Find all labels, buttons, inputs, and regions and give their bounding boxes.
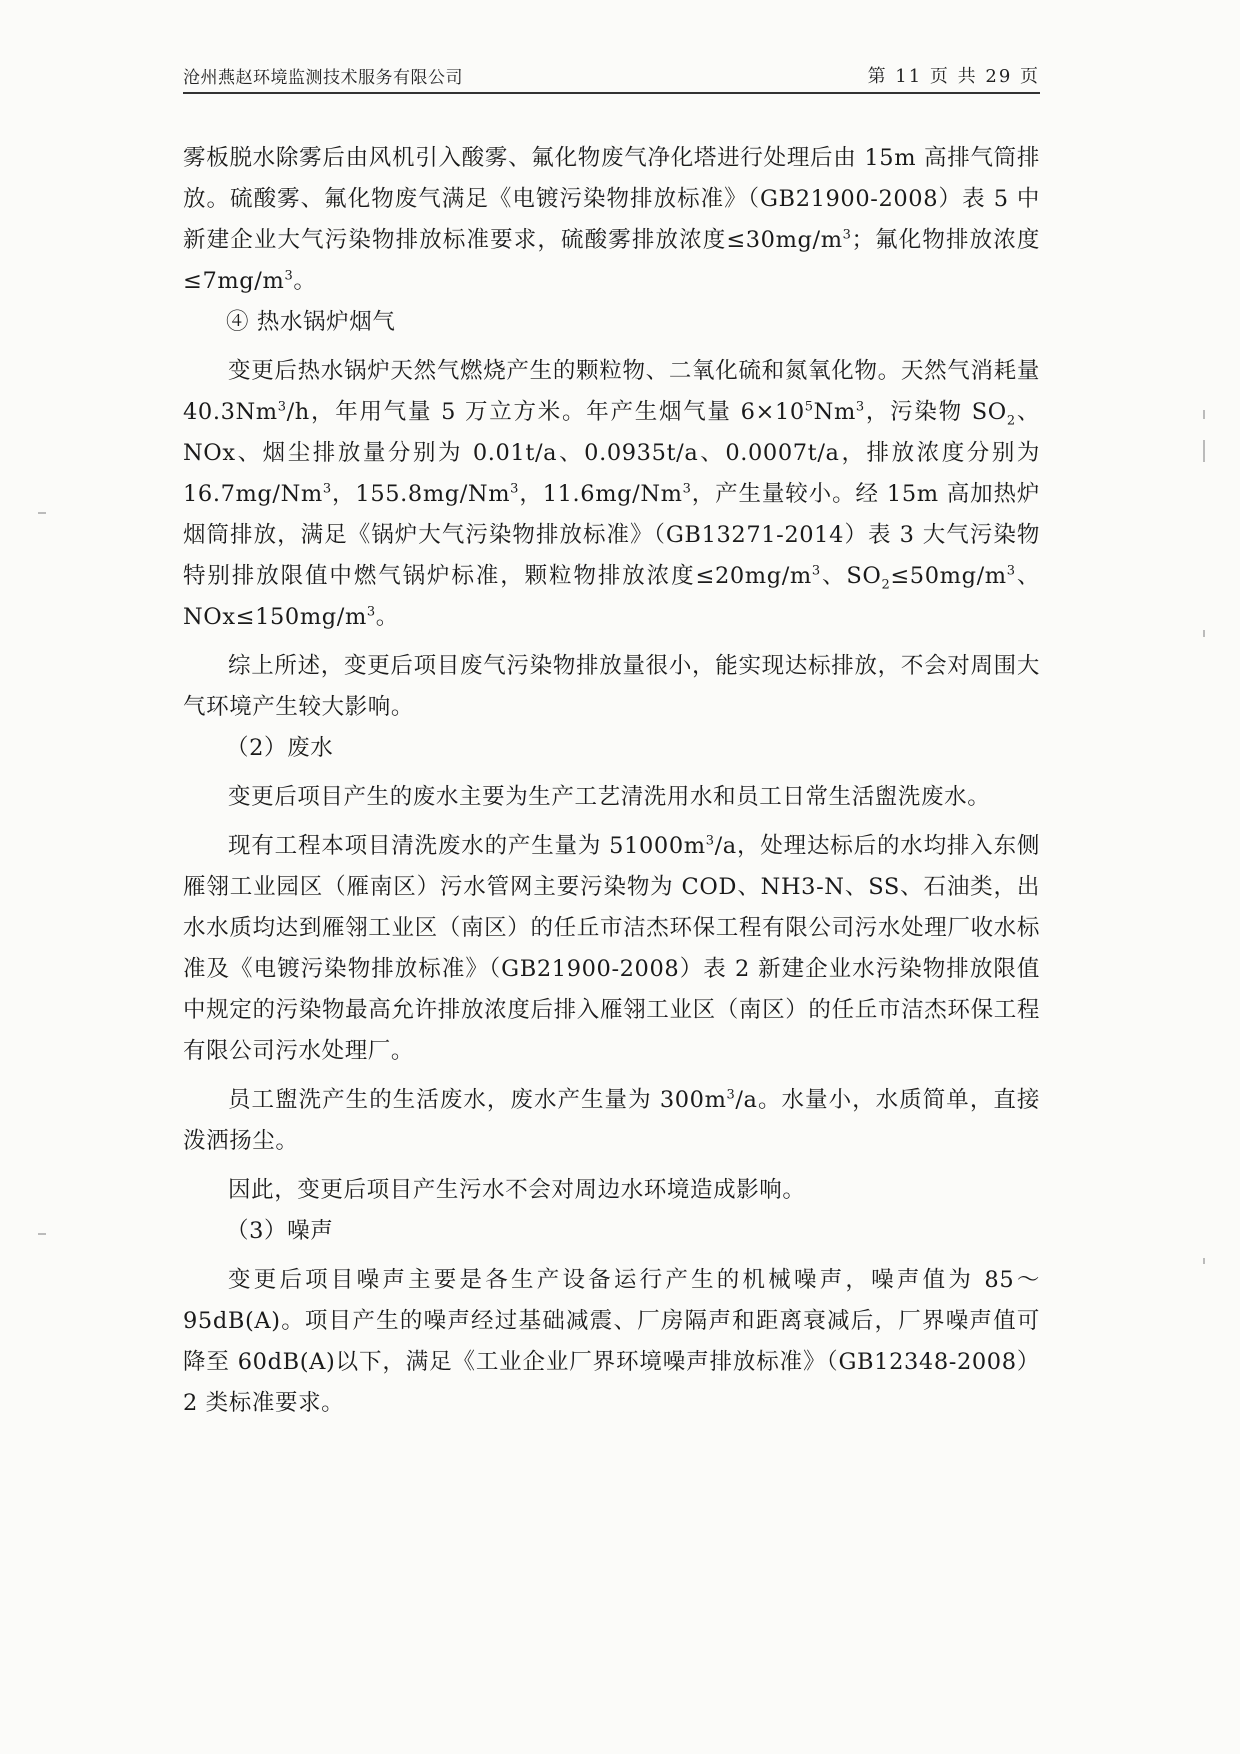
scan-mark [1203, 440, 1205, 462]
section-heading-boiler: ④ 热水锅炉烟气 [226, 309, 396, 335]
section-heading-wastewater: （2）废水 [226, 735, 334, 761]
page-number: 第 11 页 共 29 页 [867, 66, 1040, 87]
page-header [183, 58, 1040, 94]
paragraph-water-summary: 因此，变更后项目产生污水不会对周边水环境造成影响。 [228, 1177, 806, 1203]
header-divider [183, 92, 1040, 94]
scan-mark [1203, 410, 1205, 419]
document-body [183, 138, 1040, 1424]
company-name: 沧州燕赵环境监测技术服务有限公司 [183, 68, 463, 88]
scan-mark [1203, 1258, 1205, 1264]
paragraph-cleaning-wastewater: 现有工程本项目清洗废水的产生量为 $51000m^3/a$，处理达标后的水均排入东侧雁翎工业园区（雁南区）污水管网主要污染物为 COD、NH3-N、SS、石油类，出水水质均达到雁翎工业区（南区）的任丘市洁杰环保工程有限公司污水处理厂收水标准及《电镀污染物排放标准》（GB21900-2008）表 2 新建企业水污染物排放限值中规定的污染物最高允许排放浓度后排入雁翎工业区（南区）的任丘市洁杰环保工程有限公司污水处理厂。 [183, 833, 1040, 1064]
paragraph-air-summary: 综上所述，变更后项目废气污染物排放量很小，能实现达标排放，不会对周围大气环境产生较大影响。 [183, 653, 1040, 720]
paragraph-acid-mist: 雾板脱水除雾后由风机引入酸雾、氟化物废气净化塔进行处理后由 15m 高排气筒排放。硫酸雾、氟化物废气满足《电镀污染物排放标准》（GB21900-2008）表 5 中新建企业大气污染物排放标准要求，硫酸雾排放浓度$\le 30mg/m^3$；氟化物排放浓度$\le 7mg/m^3$。 [183, 145, 1040, 294]
paragraph-wastewater-intro: 变更后项目产生的废水主要为生产工艺清洗用水和员工日常生活盥洗废水。 [228, 784, 991, 810]
scan-mark [38, 1233, 46, 1235]
scan-mark [1203, 630, 1205, 637]
paragraph-boiler-emissions: 变更后热水锅炉天然气燃烧产生的颗粒物、二氧化硫和氮氧化物。天然气消耗量 40.3Nm$^3$/h，年用气量 5 万立方米。年产生烟气量 $6\times 10^5Nm^3$，污染物 $SO_2$、NOx、烟尘排放量分别为 0.01t/a、0.0935t/a、0.0007t/a，排放浓度分别为 16.7mg/Nm$^3$，155.8mg/Nm$^3$，11.6mg/Nm$^3$，产生量较小。经 15m 高加热炉烟筒排放，满足《锅炉大气污染物排放标准》（GB13271-2014）表 3 大气污染物特别排放限值中燃气锅炉标准，颗粒物排放浓度$\le 20mg/m^3$、$SO_2\le 50mg/m^3$、$NOx\le 150mg/m^3$。 [183, 358, 1040, 630]
paragraph-noise: 变更后项目噪声主要是各生产设备运行产生的机械噪声，噪声值为 85～95dB(A)。项目产生的噪声经过基础减震、厂房隔声和距离衰减后，厂界噪声值可降至 60dB(A)以下，满足《工业企业厂界环境噪声排放标准》（GB12348-2008）2 类标准要求。 [183, 1267, 1040, 1416]
paragraph-domestic-wastewater: 员工盥洗产生的生活废水，废水产生量为 $300m^3/a$。水量小，水质简单，直接泼洒扬尘。 [183, 1087, 1040, 1154]
scan-mark [38, 512, 46, 514]
section-heading-noise: （3）噪声 [226, 1218, 334, 1244]
